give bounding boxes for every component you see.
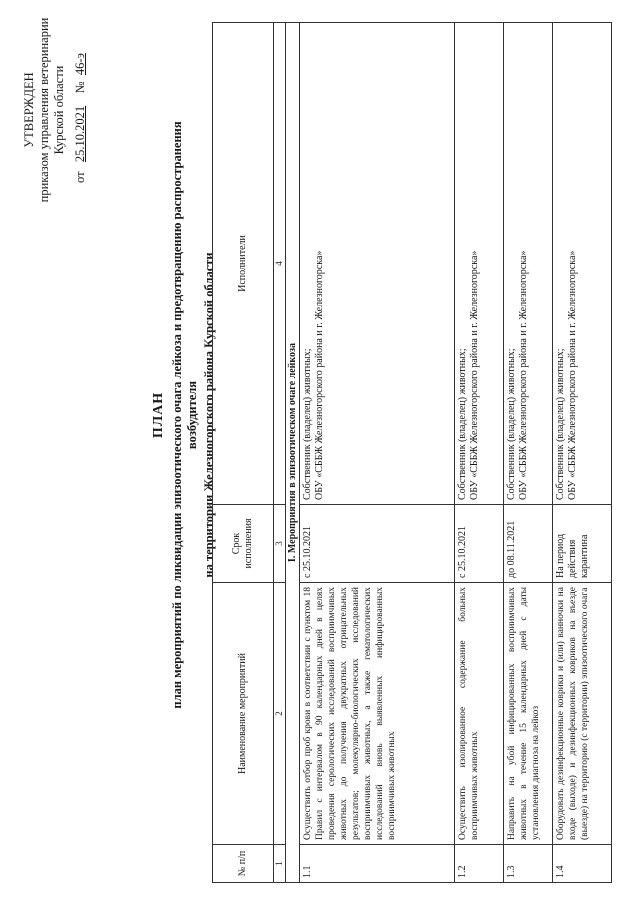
executor-owner: Собственник (владелец) животных;: [555, 348, 566, 500]
executor-owner: Собственник (владелец) животных;: [457, 348, 468, 500]
approval-date-prefix: от: [73, 171, 87, 183]
executor-owner: Собственник (владелец) животных;: [506, 348, 517, 500]
table-row: [504, 23, 553, 883]
row-activity: Направить на убой инфицированных восприимчивых животных в течение 15 календарных дней с даты установления диагноза на лейкоз: [504, 583, 553, 845]
row-executors: [504, 23, 553, 505]
row-activity: Оборудовать дезинфекционные коврики и (или) ванночки на входе (выходе) и дезинфекционных ковриков на въезде (выезде) на территорию (с территории) эпизоотического очага: [553, 583, 612, 845]
column-number: 4: [274, 23, 286, 505]
executor-vet-service: ОБУ «СББЖ Железногорского района и г. Железногорска»: [469, 250, 480, 500]
row-deadline: с 25.10.2021: [455, 505, 504, 583]
row-activity: Осуществить отбор проб крови в соответствии с пунктом 18 Правил с интервалом в 90 календарных дней в целях проведения серологических исследований восприимчивых животных до получения двукратных отрицательных результатов; молекулярно-биологических исследований восприимчивых животных, а также гематологических исследований вновь выявленных инфицированных восприимчивых животных: [300, 583, 455, 845]
row-activity: Осуществить изолированное содержание больных восприимчивых животных: [455, 583, 504, 845]
title-sub-line-1: план мероприятий по ликвидации эпизоотического очага лейкоза и предотвращению распространения возбудителя: [170, 121, 199, 709]
title-sub-line-2: на территории Железногорского района Курской области: [202, 252, 216, 578]
table-row: [300, 23, 455, 883]
header-executors: Исполнители: [213, 23, 274, 505]
column-number: 2: [274, 583, 286, 845]
approval-order-line: приказом управления ветеринарии: [37, 17, 51, 203]
header-number: № п/п: [213, 845, 274, 883]
row-deadline: На период действия карантина: [553, 505, 612, 583]
row-executors: [300, 23, 455, 505]
row-number: 1.1: [300, 845, 455, 883]
row-deadline: с 25.10.2021: [300, 505, 455, 583]
executor-owner: Собственник (владелец) животных;: [302, 348, 313, 500]
title-main: ПЛАН: [151, 391, 166, 439]
approval-heading: УТВЕРЖДЕН: [22, 72, 36, 148]
header-activity: Наименование мероприятий: [213, 583, 274, 845]
row-number: 1.4: [553, 845, 612, 883]
row-deadline: до 08.11.2021: [504, 505, 553, 583]
section-row: [286, 23, 300, 883]
row-executors: [553, 23, 612, 505]
approval-date: 25.10.2021: [73, 105, 87, 163]
column-number-row: [274, 23, 286, 883]
section-title: I. Мероприятия в эпизоотическом очаге лейкоза: [286, 23, 300, 883]
row-executors: [455, 23, 504, 505]
column-number: 3: [274, 505, 286, 583]
table-row: [553, 23, 612, 883]
column-number: 1: [274, 845, 286, 883]
executor-vet-service: ОБУ «СББЖ Железногорского района и г. Железногорска»: [567, 250, 578, 500]
table-header-row: [213, 23, 274, 883]
approval-region-line: Курской области: [52, 65, 66, 155]
approval-number-prefix: №: [73, 81, 87, 94]
executor-vet-service: ОБУ «СББЖ Железногорского района и г. Железногорска»: [518, 250, 529, 500]
approval-number: 46-э: [73, 53, 87, 76]
header-deadline: Срок исполнения: [213, 505, 274, 583]
table-row: [455, 23, 504, 883]
document-title: [150, 95, 217, 735]
executor-vet-service: ОБУ «СББЖ Железногорского района и г. Железногорска»: [314, 250, 325, 500]
approval-date-row: [73, 15, 88, 205]
approval-stamp: [22, 15, 88, 205]
row-number: 1.3: [504, 845, 553, 883]
row-number: 1.2: [455, 845, 504, 883]
plan-table: [212, 22, 612, 883]
